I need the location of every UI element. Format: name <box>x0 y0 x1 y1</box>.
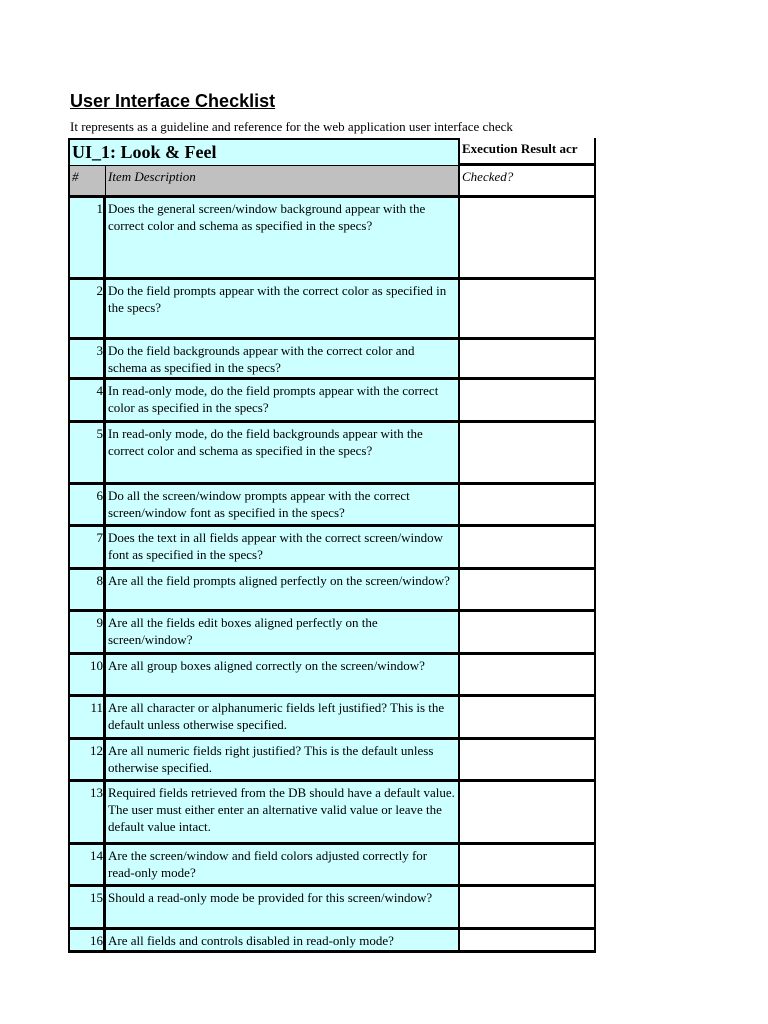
table-row <box>68 930 596 953</box>
result-cell[interactable] <box>460 887 596 930</box>
column-header-number: # <box>68 166 106 198</box>
page-subtitle: It represents as a guideline and reference for the web application user interface check <box>70 119 513 134</box>
table-row <box>68 340 596 380</box>
table-row <box>68 845 596 887</box>
result-cell[interactable] <box>460 740 596 782</box>
table-row <box>68 570 596 612</box>
column-header-description: Item Description <box>106 166 460 198</box>
item-number: 10 <box>68 655 106 697</box>
table-row <box>68 612 596 655</box>
result-cell[interactable] <box>460 380 596 423</box>
item-number: 15 <box>68 887 106 930</box>
checklist-table <box>68 138 596 953</box>
table-row <box>68 485 596 527</box>
item-description: Do the field prompts appear with the correct color as specified in the specs? <box>106 280 460 340</box>
table-row <box>68 198 596 280</box>
item-number: 14 <box>68 845 106 887</box>
result-cell[interactable] <box>460 485 596 527</box>
item-description: Are all numeric fields right justified? This is the default unless otherwise specified. <box>106 740 460 782</box>
table-row <box>68 887 596 930</box>
item-description: Required fields retrieved from the DB should have a default value. The user must either enter an alternative valid value or leave the default value intact. <box>106 782 460 845</box>
section-title: UI_1: Look & Feel <box>68 138 460 166</box>
execution-result-header: Execution Result acr <box>460 138 596 166</box>
result-cell[interactable] <box>460 280 596 340</box>
item-number: 1 <box>68 198 106 280</box>
item-number: 8 <box>68 570 106 612</box>
result-cell[interactable] <box>460 697 596 740</box>
item-description: Are all group boxes aligned correctly on the screen/window? <box>106 655 460 697</box>
item-number: 3 <box>68 340 106 380</box>
table-row <box>68 280 596 340</box>
item-description: Are the screen/window and field colors adjusted correctly for read-only mode? <box>106 845 460 887</box>
section-header-row <box>68 138 596 166</box>
item-number: 11 <box>68 697 106 740</box>
item-description: Should a read-only mode be provided for this screen/window? <box>106 887 460 930</box>
table-row <box>68 740 596 782</box>
table-row <box>68 423 596 485</box>
table-row <box>68 527 596 570</box>
item-description: Does the general screen/window background appear with the correct color and schema as specified in the specs? <box>106 198 460 280</box>
table-row <box>68 697 596 740</box>
result-cell[interactable] <box>460 930 596 953</box>
item-number: 4 <box>68 380 106 423</box>
table-row <box>68 380 596 423</box>
item-number: 6 <box>68 485 106 527</box>
item-description: Does the text in all fields appear with the correct screen/window font as specified in the specs? <box>106 527 460 570</box>
item-description: Are all the fields edit boxes aligned perfectly on the screen/window? <box>106 612 460 655</box>
table-row <box>68 782 596 845</box>
result-cell[interactable] <box>460 845 596 887</box>
result-cell[interactable] <box>460 782 596 845</box>
item-description: In read-only mode, do the field backgrounds appear with the correct color and schema as specified in the specs? <box>106 423 460 485</box>
item-description: In read-only mode, do the field prompts appear with the correct color as specified in the specs? <box>106 380 460 423</box>
item-description: Are all fields and controls disabled in read-only mode? <box>106 930 460 953</box>
page-title: User Interface Checklist <box>70 91 276 111</box>
item-description: Are all character or alphanumeric fields left justified? This is the default unless otherwise specified. <box>106 697 460 740</box>
item-description: Are all the field prompts aligned perfectly on the screen/window? <box>106 570 460 612</box>
result-cell[interactable] <box>460 340 596 380</box>
column-header-checked: Checked? <box>460 166 596 198</box>
result-cell[interactable] <box>460 527 596 570</box>
result-cell[interactable] <box>460 655 596 697</box>
result-cell[interactable] <box>460 570 596 612</box>
item-number: 9 <box>68 612 106 655</box>
result-cell[interactable] <box>460 423 596 485</box>
item-description: Do the field backgrounds appear with the correct color and schema as specified in the specs? <box>106 340 460 380</box>
column-header-row <box>68 166 596 198</box>
item-number: 7 <box>68 527 106 570</box>
result-cell[interactable] <box>460 198 596 280</box>
item-number: 5 <box>68 423 106 485</box>
item-number: 16 <box>68 930 106 953</box>
item-description: Do all the screen/window prompts appear with the correct screen/window font as specified in the specs? <box>106 485 460 527</box>
table-row <box>68 655 596 697</box>
result-cell[interactable] <box>460 612 596 655</box>
item-number: 2 <box>68 280 106 340</box>
item-number: 13 <box>68 782 106 845</box>
item-number: 12 <box>68 740 106 782</box>
